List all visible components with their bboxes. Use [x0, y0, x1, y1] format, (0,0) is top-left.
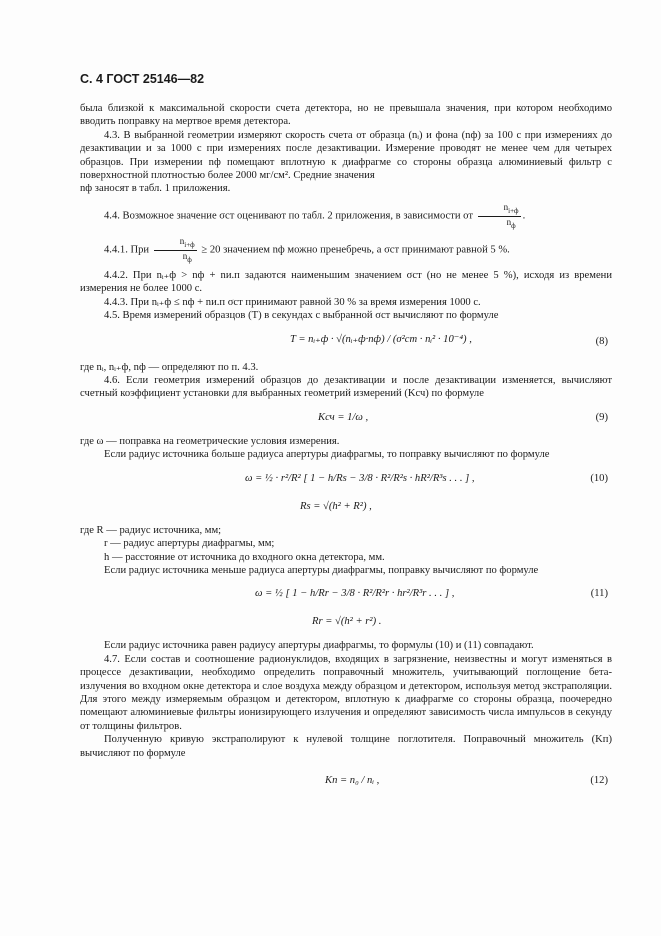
fraction: $\frac{n_{i+ф}}{n_ф}$	[478, 202, 521, 231]
paragraph: 4.4.3. При nᵢ₊ф ≤ nф + nи.п σст принимают равной 30 % за время измерения 1000 с.	[104, 296, 481, 308]
page-header: С. 4 ГОСТ 25146—82	[80, 72, 205, 86]
paragraph: 4.7. Если состав и соотношение радионуклидов, входящих в загрязнение, неизвестны и могут изменяться в процессе дезактивации, необходимо определить поправочный множитель, учитывающий поглощение бета-излучения во входном окне детектора и слое воздуха между образцом и детектором, используя метод экстраполяции. Для этого между измеряемым образцом и детектором, вплотную к диафрагме со стороны образца, поочередно помещают алюминиевые фильтры ионизирующего излучения и определяют зависимость числа импульсов в секунду от толщины фильтров.	[80, 653, 612, 732]
paragraph: 4.5. Время измерений образцов (T) в секундах с выбранной σст вычисляют по формуле	[104, 310, 499, 322]
text-span: 4.4. Возможное значение σст оценивают по табл. 2 приложения, в зависимости от	[104, 210, 473, 222]
paragraph: Если радиус источника больше радиуса апертуры диафрагмы, то поправку вычисляют по формуле	[104, 449, 550, 461]
equation-number: (8)	[595, 335, 608, 347]
paragraph: r — радиус апертуры диафрагмы, мм;	[104, 538, 275, 550]
paragraph: где R — радиус источника, мм;	[80, 524, 222, 536]
paragraph: где ω — поправка на геометрические условия измерения.	[80, 435, 340, 447]
formula: Rr = √(h² + r²) .	[312, 616, 382, 628]
formula: Rs = √(h² + R²) ,	[300, 500, 372, 512]
fraction: $\frac{n_{i+ф}}{n_ф}$	[154, 236, 197, 265]
paragraph: h — расстояние от источника до входного окна детектора, мм.	[104, 551, 385, 563]
paragraph: где nᵢ, nᵢ₊ф, nф — определяют по п. 4.3.	[80, 361, 259, 373]
text-span: ≥ 20 значением nф можно пренебречь, а σст принимают равной 5 %.	[201, 245, 510, 257]
formula: Kп = n₀ / nᵢ ,	[325, 774, 380, 786]
equation-number: (12)	[590, 774, 608, 786]
equation-8	[80, 323, 612, 361]
formula: ω = ½ · r²/R² [ 1 − h/Rs − 3/8 · R²/R²s · hR²/R³s . . . ] ,	[245, 472, 475, 484]
equation-number: (10)	[590, 472, 608, 484]
paragraph	[80, 236, 612, 265]
paragraph: Если радиус источника меньше радиуса апертуры диафрагмы, поправку вычисляют по формуле	[104, 564, 539, 576]
text-span: 4.4.1. При	[104, 245, 150, 257]
equation-11b	[80, 611, 612, 639]
body-text	[80, 102, 612, 800]
paragraph: 4.4.2. При nᵢ₊ф > nф + nи.п задаются наименьшим значением σст (но не менее 5 %), исходя из времени измерения не более 1000 с.	[80, 270, 612, 295]
paragraph: Полученную кривую экстраполируют к нулевой толщине поглотителя. Поправочный множитель (Kп) вычисляют по формуле	[80, 734, 612, 759]
paragraph: 4.4. Возможное значение σст оценивают по табл. 2 приложения, в зависимости от $\frac{n_{i+ф}}{n_ф}$ .	[104, 201, 526, 230]
paragraph: 4.3. В выбранной геометрии измеряют скорость счета от образца (nᵢ) и фона (nф) за 100 с при измерениях до дезактивации и за 1000 с при измерениях после дезактивации. Измерение проводят не менее чем для четырех образцов. При измерении nф помещают вплотную к диафрагме со стороны образца алюминиевый фильтр с поверхностной плотностью более 2000 мг/см². Средние значения	[80, 129, 612, 182]
equation-12	[80, 760, 612, 800]
equation-10b	[80, 496, 612, 524]
equation-number: (11)	[590, 588, 608, 600]
paragraph: 4.6. Если геометрия измерений образцов до дезактивации и после дезактивации изменяется, вычисляют счетный коэффициент установки для выбранных геометрий измерений (Kсч) по формуле	[80, 375, 612, 400]
formula: T = nᵢ₊ф · √(nᵢ₊ф·nф) / (σ²ст · nᵢ² · 10⁻⁴) ,	[290, 333, 472, 345]
equation-11	[80, 577, 612, 611]
paragraph: nф заносят в табл. 1 приложения.	[80, 183, 231, 195]
equation-number: (9)	[595, 411, 608, 423]
paragraph: Если радиус источника равен радиусу апертуры диафрагмы, то формулы (10) и (11) совпадают.	[104, 640, 534, 652]
formula: Kсч = 1/ω ,	[318, 411, 369, 423]
paragraph: была близкой к максимальной скорости счета детектора, но не превышала значения, при котором необходимо вводить поправку на мертвое время детектора.	[80, 103, 612, 128]
formula: ω = ½ [ 1 − h/Rr − 3/8 · R²/R²r · hr²/R³r . . . ] ,	[255, 588, 455, 600]
equation-9	[80, 401, 612, 435]
equation-10	[80, 462, 612, 496]
